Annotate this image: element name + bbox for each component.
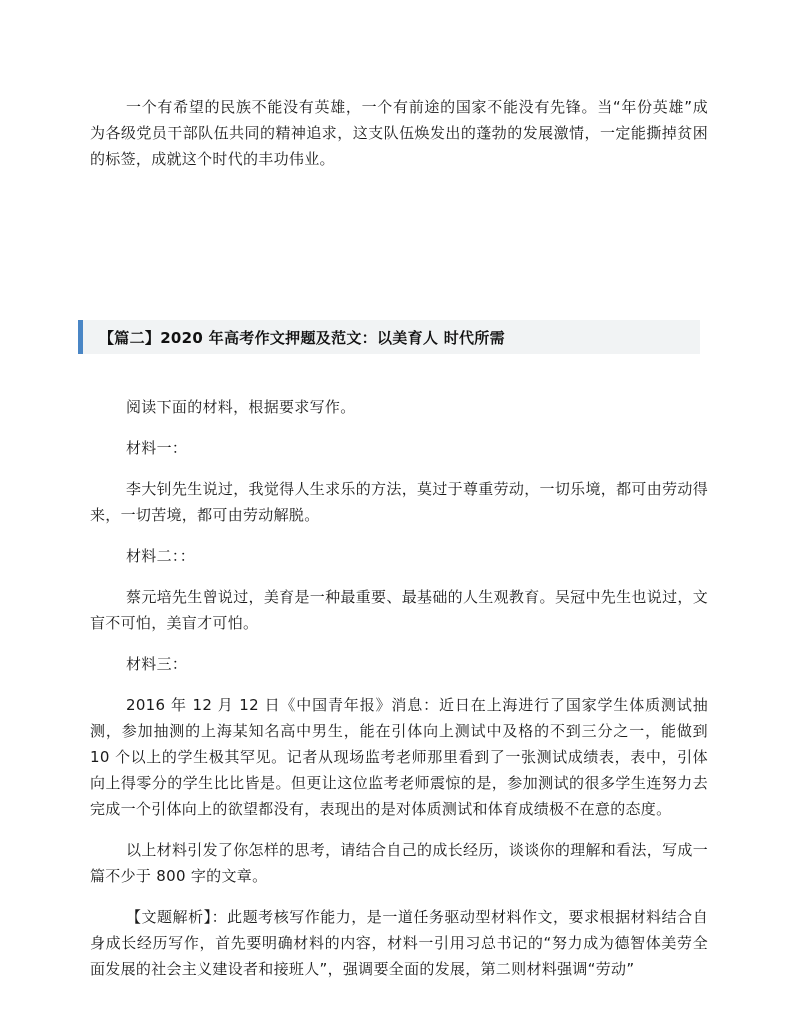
paragraph-analysis: 【文题解析】：此题考核写作能力，是一道任务驱动型材料作文，要求根据材料结合自身成长经历写作，首先要明确材料的内容，材料一引用习总书记的“努力成为德智体美劳全面发展的社会主义建设者和接班人”，强调要全面的发展，第二则材料强调“劳动” xyxy=(90,908,708,978)
paragraph-task: 以上材料引发了你怎样的思考，请结合自己的成长经历，谈谈你的理解和看法，写成一篇不少于 800 字的文章。 xyxy=(90,841,708,885)
paragraph-material-1: 李大钊先生说过，我觉得人生求乐的方法，莫过于尊重劳动，一切乐境，都可由劳动得来，一切苦境，都可由劳动解脱。 xyxy=(90,480,708,524)
intro-section xyxy=(90,94,708,172)
paragraph-material-3: 2016 年 12 月 12 日《中国青年报》消息：近日在上海进行了国家学生体质测试抽测，参加抽测的上海某知名高中男生，能在引体向上测试中及格的不到三分之一，能做到 10 个以上的学生极其罕见。记者从现场监考老师那里看到了一张测试成绩表，表中，引体向上得零分的学生比比皆是。但更让这位监考老师震惊的是，参加测试的很多学生连努力去完成一个引体向上的欲望都没有，表现出的是对体质测试和体育成绩极不在意的态度。 xyxy=(90,696,708,818)
paragraph-material-2-label: 材料二：： xyxy=(126,547,196,565)
paragraph-instruction: 阅读下面的材料，根据要求写作。 xyxy=(126,398,356,416)
section-heading xyxy=(78,320,700,354)
section-body xyxy=(90,394,708,997)
intro-paragraph: 一个有希望的民族不能没有英雄，一个有前途的国家不能没有先锋。当“年份英雄”成为各级党员干部队伍共同的精神追求，这支队伍焕发出的蓬勃的发展激情，一定能撕掉贫困的标签，成就这个时代的丰功伟业。 xyxy=(90,98,708,168)
paragraph-material-1-label: 材料一： xyxy=(126,439,188,457)
paragraph-material-2: 蔡元培先生曾说过，美育是一种最重要、最基础的人生观教育。吴冠中先生也说过，文盲不可怕，美盲才可怕。 xyxy=(90,588,708,632)
section-title: 【篇二】2020 年高考作文押题及范文：以美育人 时代所需 xyxy=(99,328,505,347)
paragraph-material-3-label: 材料三： xyxy=(126,655,188,673)
